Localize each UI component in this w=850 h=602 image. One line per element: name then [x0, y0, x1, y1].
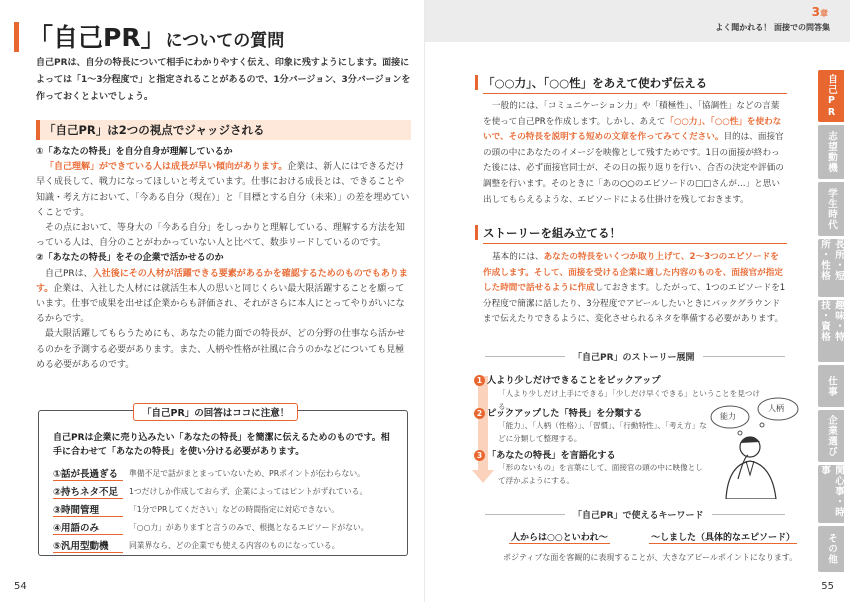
- body1-b: 目的は、面接官の頭の中にあなたのイメージを映像として残すためです。1日の面接が終わった後には、必ず面接官同士が、その日の振り返りを行い、合否の決定や評価の調整を行います。そのときに「あの○○のエピソードの□□さんが…」と思い出してもらえるような、エピソードによる仕掛けを残しておきます。: [483, 132, 784, 205]
- caution-desc: 準備不足で話がまとまっていないため、PRポイントが伝わらない。: [129, 469, 365, 478]
- flow-arrow-head: [472, 470, 494, 483]
- intro-text: 自己PRは、自分の特長について相手にわかりやすく伝え、印象に残すようにします。面接によっては「1～3分程度で」と指定されることがあるので、1分バージョン、3分バージョンを作っておくとよいでしょう。: [36, 58, 411, 102]
- paragraph-story: [483, 250, 787, 328]
- caution-box: [38, 410, 408, 556]
- caution-term: ③時間管理: [53, 502, 123, 517]
- tab-work[interactable]: 仕事: [818, 365, 844, 407]
- caution-item: [53, 502, 339, 517]
- bubble-personality: 人柄: [768, 404, 784, 413]
- page-title-sub: についての質問: [165, 31, 285, 51]
- body2-b: しておきます。したがって、1つのエピソードを1分程度で簡潔に話したり、3分程度でアピールしたいときにバックグラウンドまで伝えたりできるように、変化させられるネタを準備する必要があります。: [483, 283, 786, 325]
- caution-label: 「自己PR」の回答はココに注意！: [133, 403, 298, 421]
- keyword-item: ～しました（具体的なエピソード）: [649, 530, 797, 544]
- story-step: [474, 372, 661, 386]
- tab-hobbies[interactable]: 趣味・特技・資格: [818, 300, 844, 362]
- chapter-number: 3: [811, 5, 820, 19]
- step-desc: 「人より少しだけ上手にできる」「少しだけ早くできる」ということを見つける。: [498, 389, 760, 411]
- body2-highlight: あなたの特長をいくつか取り上げて、2～3つのエピソードを作成します。そして、面接を受ける企業に適した内容のものを、面接官が指定した時間で話せるように作成: [483, 252, 783, 294]
- caution-item: [53, 538, 340, 553]
- caution-item: [53, 520, 369, 535]
- thinking-person-illustration: [710, 395, 802, 499]
- caution-desc: 「1分でPRしてください」などの時間指定に対応できない。: [129, 505, 339, 514]
- point2-text: 企業は、入社した人材には就活生本人の思いと同じくらい最大限活躍することを願っています。仕事で成果を出せば企業からも評価され、それがさらに本人にとってやりがいになるからです。: [36, 283, 405, 325]
- point1-text: 企業は、新人にはできるだけ早く成長して、戦力になってほしいと考えています。仕事における成長とは、できることや知識・考え方において、「今ある自分（現在）」と「目標とする自分（未来）」の差を埋めていくことです。: [36, 162, 410, 218]
- keyword-item: 人からは○○といわれ～: [509, 530, 610, 544]
- step-number: 3: [474, 450, 485, 461]
- story-step: [474, 447, 616, 461]
- point1-paragraph: [36, 160, 411, 221]
- body2-a: 基本的には、: [492, 252, 544, 262]
- section-heading-no-buzzwords: [483, 72, 787, 94]
- chapter-title: よく聞かれる！ 面接での問答集: [715, 23, 830, 32]
- point2-paragraph-2: 最大限活躍してもらうためにも、あなたの能力面での特長が、どの分野の仕事なら活かせるのかを予測する必要があります。また、人柄や性格が社風に合うのかなどについても見極める必要があるのです。: [36, 329, 406, 370]
- step-desc: 「形のないもの」を言葉にして、面接官の頭の中に映像として浮かぶようにする。: [498, 463, 703, 485]
- page-number-right: 55: [821, 581, 834, 592]
- body1-a: 一般的には、「コミュニケーション力」や「積極性」、「協調性」などの言葉を使って自己PRを作成します。しかし、あえて: [483, 101, 780, 127]
- page-number-left: 54: [14, 581, 27, 592]
- point2-highlight: 入社後にその人材が活躍できる要素があるかを確認するためのものでもあります。: [36, 268, 408, 294]
- caution-term: ④用語のみ: [53, 520, 123, 535]
- step-number: 2: [474, 408, 485, 419]
- section-heading-judge: 「自己PR」は2つの視点でジャッジされる: [36, 120, 411, 140]
- caution-item: [53, 466, 365, 481]
- step-desc: 「能力」、「人柄（性格）」、「習慣」、「行動特性」、「考え方」などに分類して整理する。: [498, 421, 707, 443]
- page-title: [28, 18, 284, 54]
- step-title: 「あなたの特長」を言語化する: [487, 450, 616, 461]
- body1-highlight: 「○○力」、「○○性」を使わないで、その特長を説明する短めの文章を作ってみてください。: [483, 116, 782, 143]
- point2-paragraph: [36, 267, 411, 328]
- page-title-main: 「自己PR」: [28, 23, 166, 52]
- right-page: [425, 0, 850, 602]
- tab-student-life[interactable]: 学生時代: [818, 182, 844, 236]
- point1-block: [36, 145, 411, 373]
- caution-term: ②持ちネタ不足: [53, 484, 123, 499]
- caution-desc: 1つだけしか作成しておらず、企業によってはピントがずれている。: [129, 487, 368, 496]
- heading-text: 「○○力」、「○○性」をあえて使わず伝える: [483, 76, 708, 90]
- tab-company-choice[interactable]: 企業選び: [818, 410, 844, 462]
- keyword-label: 「自己PR」で使えるキーワード: [565, 508, 712, 521]
- tab-current-affairs[interactable]: 関心事・時事: [818, 465, 844, 523]
- point1-paragraph-2: その点において、等身大の「今ある自分」をしっかりと理解している、理解する方法を知っている人は、自分のことがわかっていない人と比べて、数歩リードしているのです。: [36, 223, 405, 249]
- section-heading-story: [483, 222, 787, 244]
- point2-lead: 自己PRは、: [45, 268, 93, 279]
- caution-item: [53, 484, 367, 499]
- chapter-badge: [812, 5, 828, 19]
- point1-highlight: 「自己理解」ができている人は成長が早い傾向があります。: [45, 162, 288, 173]
- tab-motivation[interactable]: 志望動機: [818, 125, 844, 179]
- point1-title: ①「あなたの特長」を自分自身が理解しているか: [36, 147, 233, 157]
- tab-strengths[interactable]: 長所・短所・性格: [818, 239, 844, 297]
- step-title: ピックアップした「特長」を分類する: [487, 408, 643, 419]
- paragraph-no-buzzwords: [483, 99, 787, 208]
- bubble-ability: 能力: [720, 412, 736, 421]
- tab-other[interactable]: その他: [818, 526, 844, 572]
- step-number: 1: [474, 375, 485, 386]
- story-step: [474, 405, 642, 419]
- caution-desc: 「○○力」がありますと言うのみで、根拠となるエピソードがない。: [129, 523, 369, 532]
- caution-desc: 同業界なら、どの企業でも使える内容のものになっている。: [129, 541, 340, 550]
- tab-self-pr[interactable]: 自己PR: [818, 70, 844, 122]
- caution-intro: 自己PRは企業に売り込みたい「あなたの特長」を簡潔に伝えるためのものです。相手に合わせて「あなたの特長」を使い分ける必要があります。: [53, 433, 390, 457]
- heading-text: ストーリーを組み立てる！: [483, 226, 621, 240]
- caution-term: ①話が長過ぎる: [53, 466, 123, 481]
- keyword-note: ポジティブな面を客観的に表現することが、大きなアピールポイントになります。: [503, 553, 798, 562]
- title-accent-bar: [14, 22, 19, 52]
- caution-term: ⑤汎用型動機: [53, 538, 123, 553]
- story-label: 「自己PR」のストーリー展開: [565, 350, 703, 363]
- step-title: 人より少しだけできることをピックアップ: [487, 375, 661, 386]
- chapter-suffix: 章: [820, 9, 828, 18]
- chapter-header: [425, 0, 850, 42]
- chapter-index-tabs: [818, 70, 844, 575]
- point2-title: ②「あなたの特長」をその企業で活かせるのか: [36, 253, 224, 264]
